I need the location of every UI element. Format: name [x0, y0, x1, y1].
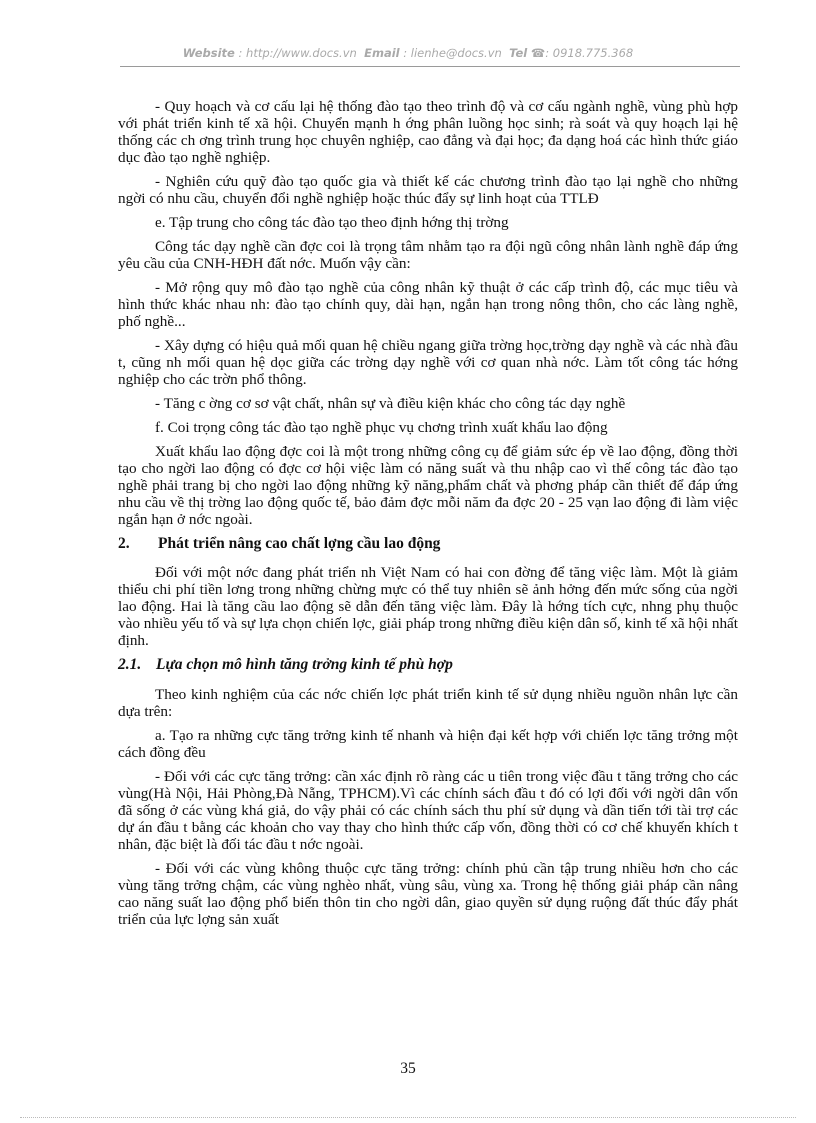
phone-icon: ☎: [530, 46, 546, 60]
tel-value: : 0918.775.368: [545, 46, 634, 60]
paragraph-14: - Đối với các vùng không thuộc cực tăng trởng: chính phủ cần tập trung nhiều hơn cho các vùng tăng trởng chậm, các vùng nghèo nhất, vùng sâu, vùng xa. Trong hệ thống giải pháp cần nâng cao năng suất lao động phổ biến thôn tin cho ngời dân, giao quyền sử dụng ruộng đất thúc đẩy phát triển của lực lợng sản xuất: [118, 860, 738, 928]
paragraph-10: Đối với một nớc đang phát triển nh Việt Nam có hai con đờng để tăng việc làm. Một là giảm thiểu chi phí tiền lơng trong những chừng mực có thể tuy nhiên sẽ ảnh hởng đến mức sống của ngời lao động. Hai là tăng cầu lao động sẽ dẫn đến tăng việc làm. Đây là hớng tích cực, nhng phụ thuộc vào nhiều yếu tố và sự lựa chọn chiến lợc, giải pháp trong những điều kiện dân số, kinh tế xã hội nhất định.: [118, 564, 738, 649]
paragraph-9: Xuất khẩu lao động đợc coi là một trong những công cụ để giảm sức ép về lao động, đồng thời tạo cho ngời lao động có đợc cơ hội việc làm có năng suất và thu nhập cao vì thế công tác đào tạo nghề phải trang bị cho ngời lao động những kỹ năng,phẩm chất và phơng pháp cần thiết để đáp ứng nhu cầu về thị trờng lao động quốc tế, bảo đảm đợc mỗi năm đa đợc 20 - 25 vạn lao động đi làm việc ngắn hạn ở nớc ngoài.: [118, 443, 738, 528]
paragraph-7: - Tăng c ờng cơ sơ vật chất, nhân sự và điều kiện khác cho công tác dạy nghề: [155, 395, 626, 412]
section-2-number: 2.: [118, 535, 130, 552]
paragraph-2: - Nghiên cứu quỹ đào tạo quốc gia và thiết kế các chương trình đào tạo lại nghề cho những ngời có nhu cầu, chuyển đổi nghề nghiệp hoặc thúc đẩy sự linh hoạt của TTLĐ: [118, 173, 738, 207]
footer-divider: [20, 1117, 796, 1118]
section-2-1-number: 2.1.: [118, 656, 142, 673]
section-2-heading: [118, 535, 738, 553]
document-body: [118, 98, 738, 935]
website-label: Website: [182, 46, 235, 60]
paragraph-12: a. Tạo ra những cực tăng trởng kinh tế nhanh và hiện đại kết hợp với chiến lợc tăng trởng một cách đồng đều: [118, 727, 738, 761]
paragraph-6: - Xây dựng có hiệu quả mối quan hệ chiều ngang giữa trờng học,trờng dạy nghề và các nhà đầu t, cũng nh mối quan hệ dọc giữa các trờng dạy nghề với cơ quan nhà nớc. Làm tốt công tác hớng nghiệp cho các trờn phổ thông.: [118, 337, 738, 388]
paragraph-5: - Mở rộng quy mô đào tạo nghề của công nhân kỹ thuật ở các cấp trình độ, các mục tiêu và hình thức khác nhau nh: đào tạo chính quy, dài hạn, ngắn hạn trong nông thôn, cho các làng nghề, phố nghề...: [118, 279, 738, 330]
paragraph-11: Theo kinh nghiệm của các nớc chiến lợc phát triển kinh tế sử dụng nhiều nguồn nhân lực cần dựa trên:: [118, 686, 738, 720]
paragraph-13: - Đối với các cực tăng trởng: cần xác định rõ ràng các u tiên trong việc đầu t tăng trởng cho các vùng(Hà Nội, Hải Phòng,Đà Nẵng, TPHCM).Vì các chính sách đầu t đó có lợi đối với ngời dân vốn đã sống ở các vùng khá giả, do vậy phải có các chính sách thu phí sử dụng và dần tiến tới tài trợ các dự án đầu t bằng các khoản cho vay thay cho hình thức cấp vốn, đồng thời có cơ chế khuyến khích t nhân, đặc biệt là đối tác đầu t nớc ngoài.: [118, 768, 738, 853]
heading-e: e. Tập trung cho công tác đào tạo theo định hớng thị trờng: [155, 214, 509, 231]
paragraph-1: - Quy hoạch và cơ cấu lại hệ thống đào tạo theo trình độ và cơ cấu ngành nghề, vùng phù hợp với phát triển kinh tế xã hội. Chuyển mạnh h ớng phân luồng học sinh; rà soát và quy hoạch lại hệ thống các ch ơng trình trung học chuyên nghiệp, cao đẳng và đại học; đa dạng hoá các hình thức giáo dục đào tạo nghề nghiệp.: [118, 98, 738, 166]
email-label: Email: [364, 46, 400, 60]
page-header: [0, 46, 816, 60]
email-value: : lienhe@docs.vn: [403, 46, 502, 60]
section-2-1-heading: [118, 656, 738, 674]
heading-f: f. Coi trọng công tác đào tạo nghề phục vụ chơng trình xuất khẩu lao động: [155, 419, 608, 436]
page-number: 35: [400, 1060, 416, 1077]
website-value: : http://www.docs.vn: [238, 46, 357, 60]
section-2-title: Phát triển nâng cao chất lợng cầu lao động: [158, 535, 441, 552]
tel-label: Tel: [509, 46, 528, 60]
header-divider: [120, 66, 740, 67]
section-2-1-title: Lựa chọn mô hình tăng trởng kinh tế phù hợp: [156, 656, 453, 673]
paragraph-4: Công tác dạy nghề cần đợc coi là trọng tâm nhằm tạo ra đội ngũ công nhân lành nghề đáp ứng yêu cầu của CNH-HĐH đất nớc. Muốn vậy cần:: [118, 238, 738, 272]
